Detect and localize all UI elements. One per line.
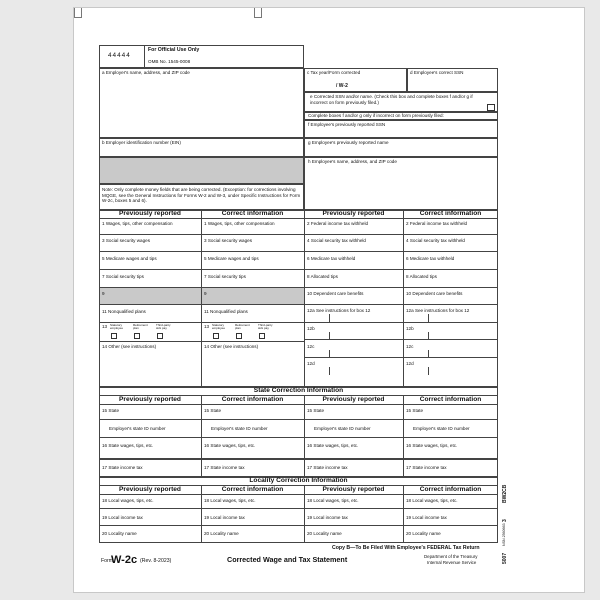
state-16-c2: 16 State wages, tips, etc. bbox=[204, 443, 256, 448]
box-g-label: g Employee's previously reported name bbox=[308, 140, 389, 145]
state-17-c3: 17 State income tax bbox=[307, 465, 348, 470]
state-id-c2: Employer's state ID number bbox=[211, 426, 268, 431]
loc-corr-header-left: Correct information bbox=[201, 486, 304, 495]
retirement-checkbox-corr[interactable] bbox=[236, 333, 242, 339]
third-party-checkbox-prev[interactable] bbox=[157, 333, 163, 339]
box-c-form: / W-2 bbox=[336, 83, 348, 89]
side-code-bw2cb: BW2CB bbox=[502, 484, 508, 503]
loc-20-c3: 20 Locality name bbox=[307, 531, 342, 536]
box-e-checkbox[interactable] bbox=[487, 104, 495, 111]
loc-prev-header-right: Previously reported bbox=[304, 486, 403, 495]
box-2-corr: 2 Federal income tax withheld bbox=[406, 221, 468, 226]
form-word: Form bbox=[101, 558, 114, 564]
box-9-prev: 9 bbox=[102, 291, 105, 296]
box-13-corr: 13 bbox=[204, 324, 210, 329]
box-4-corr: 4 Social security tax withheld bbox=[406, 238, 465, 243]
box-7-corr: 7 Social security tips bbox=[204, 274, 246, 279]
box-12c-prev: 12c bbox=[307, 344, 315, 349]
box-3-prev: 3 Social security wages bbox=[102, 238, 151, 243]
fed-prev-header-left: Previously reported bbox=[99, 210, 201, 219]
box-1-prev: 1 Wages, tips, other compensation bbox=[102, 221, 173, 226]
box-12b-prev: 12b bbox=[307, 326, 315, 331]
control-number: 44444 bbox=[108, 52, 131, 59]
shaded-area bbox=[99, 157, 304, 184]
box-12c-corr: 12c bbox=[406, 344, 414, 349]
box-6-corr: 6 Medicare tax withheld bbox=[406, 256, 455, 261]
box-3-corr: 3 Social security wages bbox=[204, 238, 253, 243]
box-5-prev: 5 Medicare wages and tips bbox=[102, 256, 157, 261]
retirement-checkbox-prev[interactable] bbox=[134, 333, 140, 339]
box-5-corr: 5 Medicare wages and tips bbox=[204, 256, 259, 261]
box-h-label: h Employee's name, address, and ZIP code bbox=[308, 159, 397, 164]
state-16-c3: 16 State wages, tips, etc. bbox=[307, 443, 359, 448]
locality-title: Locality Correction Information bbox=[99, 477, 498, 486]
state-16-c1: 16 State wages, tips, etc. bbox=[102, 443, 154, 448]
loc-19-c4: 19 Local income tax bbox=[406, 515, 447, 520]
state-title: State Correction Information bbox=[99, 387, 498, 396]
box-12a-corr: 12a See instructions for box 12 bbox=[406, 308, 470, 313]
box-2-prev: 2 Federal income tax withheld bbox=[307, 221, 369, 226]
loc-19-c2: 19 Local income tax bbox=[204, 515, 245, 520]
w2c-form-sheet bbox=[74, 8, 584, 592]
statutory-label-corr: Statutory employee bbox=[212, 323, 226, 331]
fed-corr-header-left: Correct information bbox=[201, 210, 304, 219]
statutory-checkbox-prev[interactable] bbox=[111, 333, 117, 339]
official-use-label: For Official Use Only bbox=[148, 47, 200, 53]
state-prev-header-left: Previously reported bbox=[99, 396, 201, 405]
third-party-checkbox-corr[interactable] bbox=[259, 333, 265, 339]
statutory-label: Statutory employee bbox=[110, 323, 124, 331]
state-id-c4: Employer's state ID number bbox=[413, 426, 470, 431]
statutory-checkbox-corr[interactable] bbox=[213, 333, 219, 339]
box-11-prev: 11 Nonqualified plans bbox=[102, 309, 146, 314]
irs-label: Internal Revenue Service bbox=[427, 560, 477, 565]
loc-corr-header-right: Correct information bbox=[403, 486, 498, 495]
retirement-label-corr: Retirement plan bbox=[235, 323, 250, 331]
box-1-corr: 1 Wages, tips, other compensation bbox=[204, 221, 275, 226]
state-17-c4: 17 State income tax bbox=[406, 465, 447, 470]
side-code-sku: 5007 bbox=[502, 552, 508, 564]
box-8-corr: 8 Allocated tips bbox=[406, 274, 437, 279]
fed-prev-header-right: Previously reported bbox=[304, 210, 403, 219]
box-a-label: a Employer's name, address, and ZIP code bbox=[102, 70, 190, 75]
retirement-label: Retirement plan bbox=[133, 323, 148, 331]
state-17-c1: 17 State income tax bbox=[102, 465, 143, 470]
box-14-prev: 14 Other (see instructions) bbox=[102, 344, 157, 349]
state-15-c3: 15 State bbox=[307, 408, 325, 413]
box-7-prev: 7 Social security tips bbox=[102, 274, 144, 279]
form-title: Corrected Wage and Tax Statement bbox=[227, 555, 348, 564]
box-e-label: e Corrected SSN and/or name. (Check this box and complete boxes f and/or g if incorrect on form previously filed.) bbox=[310, 94, 473, 105]
box-12d-prev: 12d bbox=[307, 361, 315, 366]
loc-18-c4: 18 Local wages, tips, etc. bbox=[406, 498, 458, 503]
omb-number: OMB No. 1545-0008 bbox=[148, 59, 191, 64]
sheet-punch-mark bbox=[74, 8, 82, 18]
box-b-label: b Employer identification number (EIN) bbox=[102, 140, 181, 145]
state-id-c3: Employer's state ID number bbox=[314, 426, 371, 431]
loc-18-c2: 18 Local wages, tips, etc. bbox=[204, 498, 256, 503]
state-16-c4: 16 State wages, tips, etc. bbox=[406, 443, 458, 448]
box-f-label: f Employee's previously reported SSN bbox=[308, 122, 386, 127]
box-6-prev: 6 Medicare tax withheld bbox=[307, 256, 356, 261]
box-c-label: c Tax year/Form corrected bbox=[307, 70, 361, 75]
state-17-c2: 17 State income tax bbox=[204, 465, 245, 470]
form-name: W-2c bbox=[111, 554, 138, 566]
box-14-corr: 14 Other (see instructions) bbox=[204, 344, 259, 349]
state-15-c1: 15 State bbox=[102, 408, 120, 413]
box-12b-corr: 12b bbox=[406, 326, 414, 331]
fg-note: Complete boxes f and/or g only if incorrect on form previously filed: bbox=[308, 113, 444, 118]
box-11-corr: 11 Nonqualified plans bbox=[204, 309, 248, 314]
box-4-prev: 4 Social security tax withheld bbox=[307, 238, 366, 243]
loc-18-c1: 18 Local wages, tips, etc. bbox=[102, 498, 154, 503]
state-corr-header-right: Correct information bbox=[403, 396, 498, 405]
state-id-c1: Employer's state ID number bbox=[109, 426, 166, 431]
box-9-corr: 9 bbox=[204, 291, 207, 296]
loc-20-c2: 20 Locality name bbox=[204, 531, 239, 536]
box-d-label: d Employee's correct SSN bbox=[410, 70, 464, 75]
box-a[interactable] bbox=[99, 68, 304, 138]
loc-18-c3: 18 Local wages, tips, etc. bbox=[307, 498, 359, 503]
box-12a-prev: 12a See instructions for box 12 bbox=[307, 308, 371, 313]
box-8-prev: 8 Allocated tips bbox=[307, 274, 338, 279]
form-revision: (Rev. 8-2023) bbox=[140, 558, 172, 564]
loc-19-c3: 19 Local income tax bbox=[307, 515, 348, 520]
side-code-nsn: NSN 2560663 bbox=[502, 523, 506, 546]
loc-20-c1: 20 Locality name bbox=[102, 531, 137, 536]
box-10-corr: 10 Dependent care benefits bbox=[406, 291, 463, 296]
state-15-c4: 15 State bbox=[406, 408, 424, 413]
loc-19-c1: 19 Local income tax bbox=[102, 515, 143, 520]
fed-corr-header-right: Correct information bbox=[403, 210, 498, 219]
loc-prev-header-left: Previously reported bbox=[99, 486, 201, 495]
note-text: Note: Only complete money fields that are being corrected. (Exception: for corrections involving MQGE, see the General Instructions for Forms W-2 and W-3, under Specific Instructions for Form W-2c, boxes 5 and 6). bbox=[102, 187, 301, 204]
third-party-label-corr: Third-party sick pay bbox=[258, 323, 273, 331]
box-13-prev: 13 bbox=[102, 324, 108, 329]
dept-treasury: Department of the Treasury bbox=[424, 554, 478, 559]
copy-b-label: Copy B—To Be Filed With Employee's FEDERAL Tax Return bbox=[332, 545, 480, 551]
box-10-prev: 10 Dependent care benefits bbox=[307, 291, 364, 296]
box-12d-corr: 12d bbox=[406, 361, 414, 366]
side-code-num: 3 bbox=[502, 519, 508, 522]
third-party-label: Third-party sick pay bbox=[156, 323, 171, 331]
sheet-punch-mark bbox=[254, 8, 262, 18]
state-15-c2: 15 State bbox=[204, 408, 222, 413]
box-h[interactable] bbox=[304, 157, 498, 210]
state-corr-header-left: Correct information bbox=[201, 396, 304, 405]
loc-20-c4: 20 Locality name bbox=[406, 531, 441, 536]
state-prev-header-right: Previously reported bbox=[304, 396, 403, 405]
